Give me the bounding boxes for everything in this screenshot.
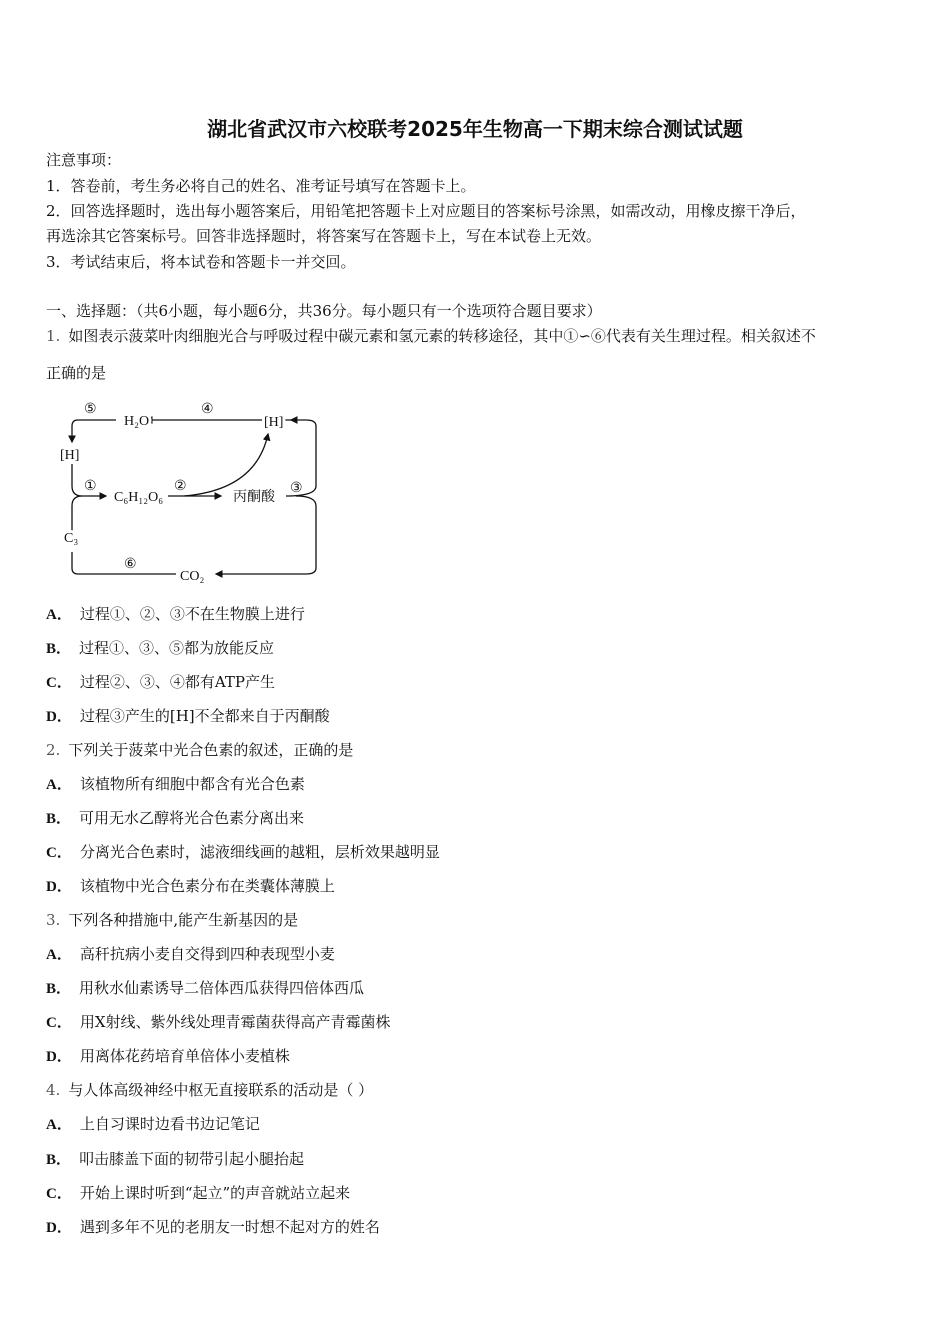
label-process-1: ①: [84, 479, 97, 494]
option: [46, 706, 330, 727]
option-key: A．: [46, 1117, 72, 1133]
carbon-hydrogen-pathway-diagram: [46, 392, 336, 592]
label-pyruvate: 丙酮酸: [233, 490, 275, 505]
question-number: 4.: [46, 1081, 61, 1099]
option-text: 遇到多年不见的老朋友一时想不起对方的姓名: [79, 1218, 380, 1236]
option-key: D．: [46, 709, 72, 725]
option-text: 分离光合色素时，滤液细线画的越粗，层析效果越明显: [79, 843, 440, 861]
option: [46, 1012, 391, 1033]
option: [46, 604, 305, 625]
option-text: 过程②、③、④都有ATP产生: [79, 673, 275, 691]
label-h-top: [H]: [264, 415, 284, 430]
option: [46, 672, 275, 693]
section-heading: 一、选择题：（共6小题，每小题6分，共36分。每小题只有一个选项符合题目要求）: [46, 302, 602, 320]
note-item: 1．答卷前，考生务必将自己的姓名、准考证号填写在答题卡上。: [46, 177, 476, 195]
option-key: C．: [46, 1015, 72, 1031]
label-co2: CO₂: [180, 569, 205, 584]
option: [46, 876, 335, 897]
option-text: 过程①、③、⑤都为放能反应: [79, 639, 275, 657]
option: [46, 774, 305, 795]
question-number: 3.: [46, 911, 61, 929]
question-4-stem: [46, 1080, 373, 1100]
option: [46, 1217, 380, 1238]
option-key: A．: [46, 777, 72, 793]
question-text: 下列关于菠菜中光合色素的叙述，正确的是: [68, 741, 354, 759]
option-text: 过程③产生的[H]不全都来自于丙酮酸: [79, 707, 330, 725]
option-key: C．: [46, 845, 72, 861]
question-3-stem: [46, 910, 298, 930]
option-key: C．: [46, 1186, 72, 1202]
label-glucose: C₆H₁₂O₆: [114, 490, 164, 505]
label-process-3: ③: [290, 481, 303, 496]
option: [46, 944, 335, 965]
notes-heading: 注意事项：: [46, 151, 122, 169]
label-h2o: H₂O: [124, 414, 150, 429]
note-item: 2．回答选择题时，选出每小题答案后，用铅笔把答题卡上对应题目的答案标号涂黑，如需改动，用橡皮擦干净后，: [46, 202, 806, 220]
option-key: C．: [46, 675, 72, 691]
option-key: B．: [46, 641, 72, 657]
question-1-stem-cont: 正确的是: [46, 364, 107, 382]
option-text: 用秋水仙素诱导二倍体西瓜获得四倍体西瓜: [79, 979, 365, 997]
label-process-2: ②: [174, 479, 187, 494]
question-text: 如图表示菠菜叶肉细胞光合与呼吸过程中碳元素和氢元素的转移途径，其中①∽⑥代表有关生理过程。相关叙述不: [68, 327, 816, 345]
option-text: 过程①、②、③不在生物膜上进行: [79, 605, 305, 623]
option-key: D．: [46, 1049, 72, 1065]
option: [46, 1046, 290, 1067]
option-key: A．: [46, 607, 72, 623]
option: [46, 842, 440, 863]
option-text: 可用无水乙醇将光合色素分离出来: [79, 809, 305, 827]
label-process-6: ⑥: [124, 557, 137, 572]
option-text: 用离体花药培育单倍体小麦植株: [79, 1047, 290, 1065]
label-process-5: ⑤: [84, 402, 97, 417]
option: [46, 1114, 260, 1135]
option-key: B．: [46, 981, 72, 997]
question-number: 2.: [46, 741, 61, 759]
page-title: 湖北省武汉市六校联考2025年生物高一下期末综合测试试题: [207, 117, 743, 141]
question-number: 1.: [46, 327, 61, 345]
option-key: D．: [46, 879, 72, 895]
question-2-stem: [46, 740, 353, 760]
option: [46, 978, 364, 999]
note-item: 3．考试结束后，将本试卷和答题卡一并交回。: [46, 253, 356, 271]
label-h-left: [H]: [60, 448, 80, 463]
option-text: 高秆抗病小麦自交得到四种表现型小麦: [79, 945, 335, 963]
question-1-stem: [46, 326, 816, 346]
option-text: 用X射线、紫外线处理青霉菌获得高产青霉菌株: [79, 1013, 391, 1031]
question-text: 与人体高级神经中枢无直接联系的活动是（ ）: [68, 1081, 374, 1099]
option: [46, 1183, 350, 1204]
note-item: 再选涂其它答案标号。回答非选择题时，将答案写在答题卡上，写在本试卷上无效。: [46, 227, 602, 245]
option-key: A．: [46, 947, 72, 963]
option: [46, 638, 274, 659]
label-process-4: ④: [201, 402, 214, 417]
option: [46, 1149, 304, 1170]
option-key: D．: [46, 1220, 72, 1236]
label-c3: C₃: [64, 531, 79, 546]
option-text: 开始上课时听到“起立”的声音就站立起来: [79, 1184, 351, 1202]
option-key: B．: [46, 1152, 72, 1168]
option-key: B．: [46, 811, 72, 827]
option-text: 上自习课时边看书边记笔记: [79, 1115, 260, 1133]
option-text: 叩击膝盖下面的韧带引起小腿抬起: [79, 1150, 305, 1168]
option: [46, 808, 304, 829]
question-text: 下列各种措施中,能产生新基因的是: [68, 911, 299, 929]
option-text: 该植物所有细胞中都含有光合色素: [79, 775, 305, 793]
option-text: 该植物中光合色素分布在类囊体薄膜上: [79, 877, 335, 895]
